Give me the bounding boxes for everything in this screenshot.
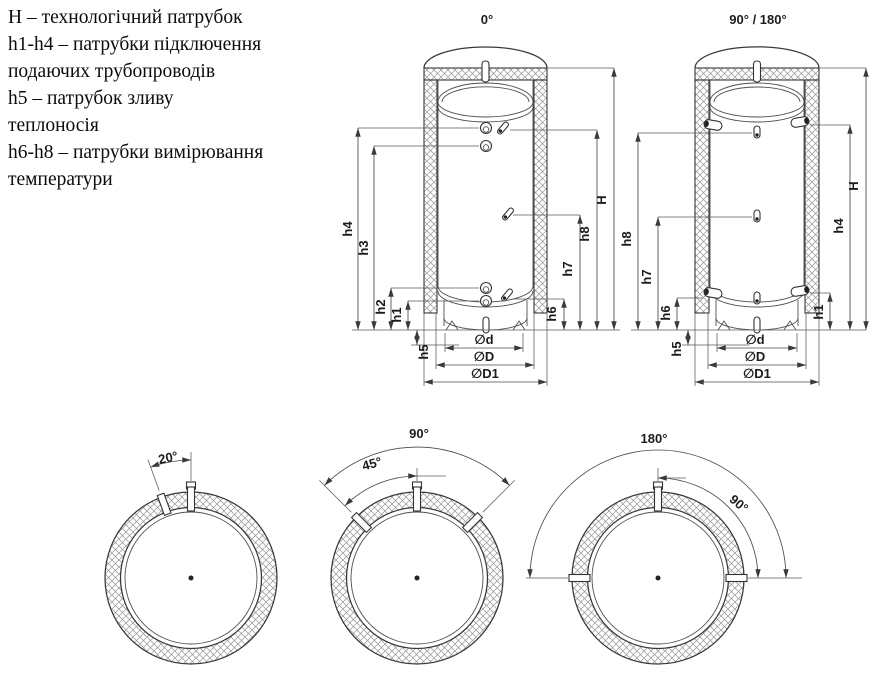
dim-label-H: H: [594, 195, 609, 205]
dim-label-h5: h5: [416, 344, 431, 360]
legend-line: температури: [8, 169, 113, 190]
tech-nozzle-H: [482, 61, 489, 82]
insulation-wall-left: [695, 80, 709, 313]
dim-label-h4: h4: [831, 218, 846, 234]
dim-label-diam-D1: ∅D1: [743, 366, 771, 381]
dim-label-diam-D1: ∅D1: [471, 366, 499, 381]
legend-line: подаючих трубопроводів: [8, 61, 216, 82]
angle-label-20: 20°: [156, 448, 180, 467]
legend-line: h6-h8 – патрубки вимірювання: [8, 142, 264, 163]
view-title-0deg: 0°: [480, 12, 494, 27]
dim-label-h8: h8: [619, 231, 634, 247]
front-view-90-180deg: [619, 12, 866, 386]
drain-nozzle-h5: [754, 317, 760, 333]
dim-label-h7: h7: [560, 261, 575, 277]
nozzle-h7: [502, 207, 515, 221]
dim-label-h5: h5: [669, 341, 684, 357]
drain-nozzle-h5: [483, 317, 489, 333]
center-mark: [656, 576, 661, 581]
dim-label-h1: h1: [811, 304, 826, 320]
tech-nozzle-H: [754, 61, 761, 82]
insulation-wall-left: [424, 80, 437, 313]
section-view-90-180deg: [526, 431, 802, 664]
dim-label-h6: h6: [658, 305, 673, 321]
dim-label-H: H: [846, 181, 861, 191]
nozzle-slot-top: [654, 482, 663, 511]
nozzle-slot-left-90: [569, 575, 590, 582]
section-view-20deg: [105, 448, 277, 664]
dimension-labels: [619, 181, 861, 381]
dim-label-diam-D: ∅D: [473, 349, 495, 364]
center-mark: [415, 576, 420, 581]
section-view-45-90deg: [317, 426, 517, 664]
nozzle-slot-top: [187, 482, 196, 511]
legend-line: Н – технологічний патрубок: [8, 7, 243, 28]
dim-label-diam-d: ∅d: [474, 332, 494, 347]
angle-label-90: 90°: [726, 491, 752, 516]
view-title-90-180deg: 90° / 180°: [729, 12, 787, 27]
front-view-0deg: [340, 12, 620, 386]
angle-label-90: 90°: [409, 426, 429, 441]
dim-label-diam-d: ∅d: [745, 332, 765, 347]
legend-line: теплоносія: [8, 115, 99, 136]
nozzle-slot-right-45: [463, 478, 517, 532]
nozzle-slot-left-45: [317, 478, 371, 532]
dim-label-h2: h2: [373, 299, 388, 315]
angle-label-180: 180°: [640, 431, 668, 446]
center-mark: [189, 576, 194, 581]
legend-line: h5 – патрубок зливу: [8, 88, 174, 109]
dim-label-h7: h7: [639, 269, 654, 285]
nozzle-slot-right-90: [726, 575, 747, 582]
insulation-wall-right: [805, 80, 819, 313]
dim-label-h4: h4: [340, 221, 355, 237]
nozzle-h8: [497, 121, 510, 135]
dim-label-h1: h1: [389, 307, 404, 323]
insulation-wall-right: [534, 80, 547, 313]
legend-line: h1-h4 – патрубки підключення: [8, 34, 262, 55]
dim-label-h6: h6: [544, 306, 559, 322]
dim-label-h3: h3: [356, 240, 371, 256]
angle-label-45: 45°: [360, 453, 384, 474]
nozzle-slot-top: [413, 482, 422, 511]
dim-label-h8: h8: [577, 226, 592, 242]
dim-label-diam-D: ∅D: [744, 349, 766, 364]
